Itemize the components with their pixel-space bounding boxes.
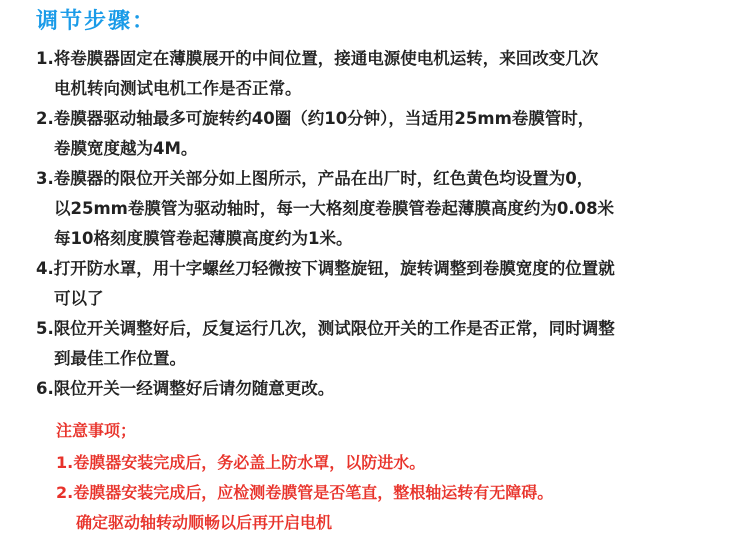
step-6-line-1: 6.限位开关一经调整好后请勿随意更改。 — [36, 379, 335, 398]
note-item-2-continuation: 确定驱动轴转动顺畅以后再开启电机 — [76, 513, 333, 532]
notes-section — [56, 418, 746, 538]
step-3-line-3: 每10格刻度膜管卷起薄膜高度约为1米。 — [54, 229, 353, 248]
step-4-line-1: 4.打开防水罩，用十字螺丝刀轻微按下调整旋钮，旋转调整到卷膜宽度的位置就 — [36, 259, 615, 278]
step-2-line-2: 卷膜宽度越为4M。 — [54, 139, 198, 158]
step-1-line-2: 电机转向测试电机工作是否正常。 — [54, 79, 302, 98]
step-1-line-1: 1.将卷膜器固定在薄膜展开的中间位置，接通电源使电机运转，来回改变几次 — [36, 49, 599, 68]
note-item-1: 1.卷膜器安装完成后，务必盖上防水罩，以防进水。 — [56, 453, 426, 472]
notes-title: 注意事项； — [56, 421, 137, 440]
step-4-line-2: 可以了 — [54, 289, 104, 308]
step-5-line-1: 5.限位开关调整好后，反复运行几次，测试限位开关的工作是否正常，同时调整 — [36, 319, 615, 338]
page-title: 调节步骤： — [36, 9, 157, 34]
step-5-line-2: 到最佳工作位置。 — [54, 349, 186, 368]
steps-list — [36, 44, 736, 404]
step-3-line-1: 3.卷膜器的限位开关部分如上图所示，产品在出厂时，红色黄色均设置为0， — [36, 169, 594, 188]
step-2-line-1: 2.卷膜器驱动轴最多可旋转约40圈（约10分钟），当适用25mm卷膜管时， — [36, 109, 595, 128]
note-item-2: 2.卷膜器安装完成后，应检测卷膜管是否笔直，整根轴运转有无障碍。 — [56, 483, 554, 502]
step-3-line-2: 以25mm卷膜管为驱动轴时，每一大格刻度卷膜管卷起薄膜高度约为0.08米 — [54, 199, 615, 218]
